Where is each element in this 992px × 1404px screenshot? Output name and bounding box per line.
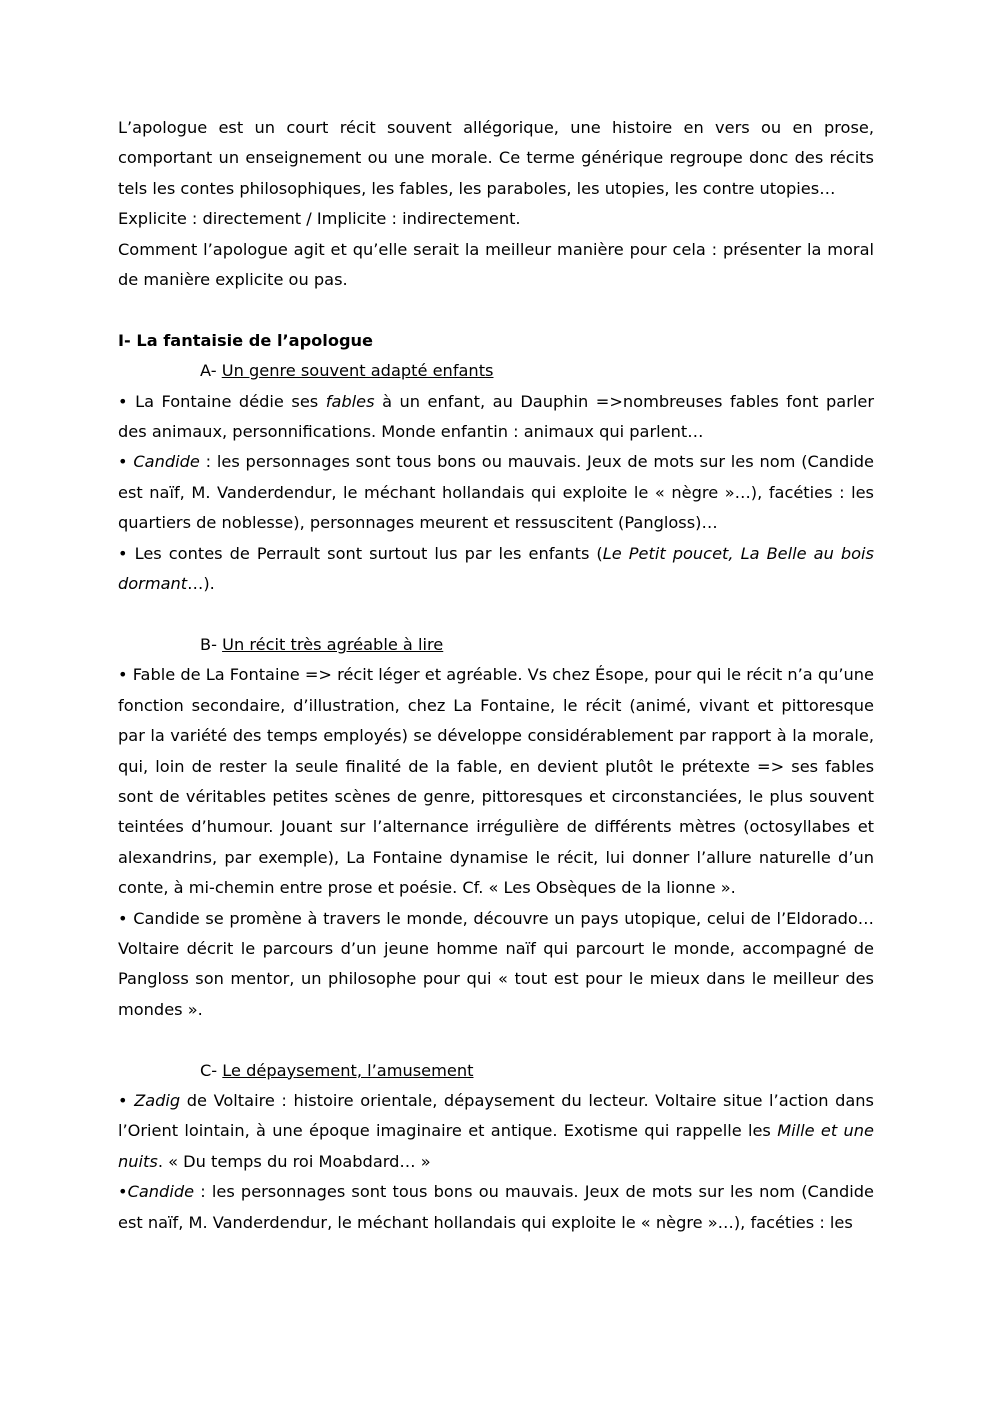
intro-definition-line: Explicite : directement / Implicite : indirectement. [118,209,521,229]
italic-title: Le Petit poucet, La Belle au bois dormant [118,543,874,594]
italic-title: Zadig [134,1090,181,1110]
subsection-letter: A- [200,361,222,381]
section-heading: I- La fantaisie de l’apologue [118,330,374,350]
text-run: à un enfant, au Dauphin =>nombreuses fables font parler des animaux, personnifications. Monde enfantin : animaux qui parlent… [118,391,874,442]
text-run: …). [187,574,215,594]
text-run: • [118,1090,135,1110]
bullet-paragraph [118,539,874,600]
subsection-heading-a [118,356,874,386]
text-run: : les personnages sont tous bons ou mauvais. Jeux de mots sur les nom (Candide est naïf, M. Vanderdendur, le méchant hollandais qui exploite le « nègre »…), facéties : les [118,1182,874,1232]
subsection-heading-b [118,630,874,660]
text-run: • [118,452,134,472]
bullet-paragraph: • Candide se promène à travers le monde, découvre un pays utopique, celui de l’Eldorado… Voltaire décrit le parcours d’un jeune homme naïf qui parcourt le monde, accompagné de Pangloss son mentor, un philosophe pour qui « tout est pour le mieux dans le meilleur des mondes ». [118,908,874,1019]
text-run: . « Du temps du roi Moabdard… » [157,1151,431,1171]
subsection-letter: B- [200,634,223,654]
spacer [118,295,874,325]
subsection-title: Un genre souvent adapté enfants [221,361,494,381]
intro-paragraph: L’apologue est un court récit souvent allégorique, une histoire en vers ou en prose, comportant un enseignement ou une morale. Ce terme générique regroupe donc des récits tels les contes philosophiques, les fables, les paraboles, les utopies, les contre utopies… [118,118,874,198]
intro-question: Comment l’apologue agit et qu’elle serait la meilleur manière pour cela : présenter la moral de manière explicite ou pas. [118,239,874,290]
subsection-letter: C- [200,1060,223,1080]
subsection-title: Un récit très agréable à lire [222,634,444,654]
italic-title: Candide [127,1182,195,1202]
text-run: • Les contes de Perrault sont surtout lus par les enfants ( [118,543,603,563]
bullet-paragraph [118,387,874,448]
italic-title: Candide [133,452,200,472]
spacer [118,599,874,629]
subsection-title: Le dépaysement, l’amusement [222,1060,474,1080]
subsection-heading-c [118,1056,874,1086]
bullet-paragraph [118,447,874,538]
italic-title: fables [325,391,375,411]
spacer [118,1025,874,1055]
text-run: : les personnages sont tous bons ou mauvais. Jeux de mots sur les nom (Candide est naïf, M. Vanderdendur, le méchant hollandais qui exploite le « nègre »…), facéties : les quartiers de noblesse), personnages meurent et ressuscitent (Pangloss)… [118,452,874,533]
text-run: de Voltaire : histoire orientale, dépaysement du lecteur. Voltaire situe l’action dans l’Orient lointain, à une époque imaginaire et antique. Exotisme qui rappelle les [118,1090,874,1141]
text-run: • La Fontaine dédie ses [118,391,326,411]
text-run: • [118,1182,128,1202]
bullet-paragraph [118,1177,874,1238]
bullet-paragraph: • Fable de La Fontaine => récit léger et agréable. Vs chez Ésope, pour qui le récit n’a qu’une fonction secondaire, d’illustration, chez La Fontaine, le récit (animé, vivant et pittoresque par la variété des temps employés) se développe considérablement par rapport à la morale, qui, loin de rester la seule finalité de la fable, en devient plutôt le prétexte => ses fables sont de véritables petites scènes de genre, pittoresques et circonstanciées, le plus souvent teintées d’humour. Jouant sur l’alternance irrégulière de différents mètres (octosyllabes et alexandrins, par exemple), La Fontaine dynamise le récit, lui donner l’allure naturelle d’un conte, à mi-chemin entre prose et poésie. Cf. « Les Obsèques de la lionne ». [118,665,874,898]
italic-title: Mille et une nuits [118,1121,875,1171]
bullet-paragraph [118,1086,874,1177]
document-page [118,113,874,1238]
